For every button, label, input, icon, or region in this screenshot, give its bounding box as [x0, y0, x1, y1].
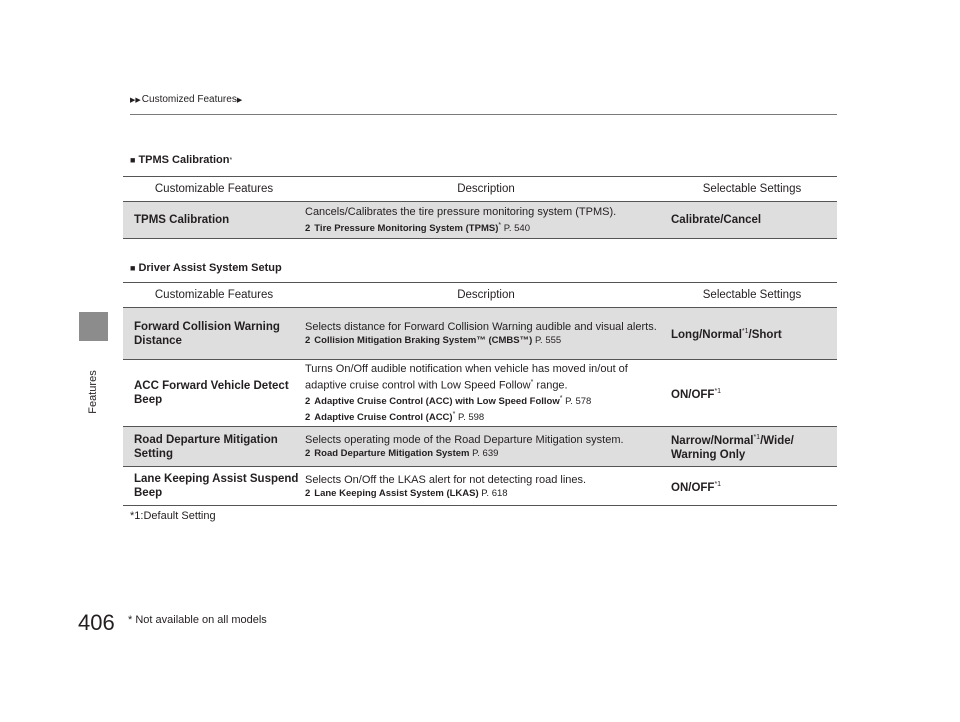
- page-reference[interactable]: 2 Tire Pressure Monitoring System (TPMS)* P. 540: [305, 221, 530, 235]
- square-bullet-icon: ■: [130, 263, 136, 273]
- header-divider: [130, 114, 837, 115]
- arrow-reference-icon: 2: [305, 335, 311, 346]
- arrow-reference-icon: 2: [305, 487, 311, 499]
- page-reference[interactable]: 2 Collision Mitigation Braking System™ (CMBS™) P. 555: [305, 335, 562, 346]
- arrow-reference-icon: 2: [305, 412, 311, 424]
- arrow-reference-icon: 2: [305, 448, 311, 459]
- tpms-table: [123, 176, 837, 239]
- triangle-right-icon: ▶: [236, 96, 243, 104]
- page-number: 406: [78, 610, 115, 635]
- page-reference[interactable]: 2 Road Departure Mitigation System P. 639: [305, 448, 499, 459]
- driver-assist-section-title: ■ Driver Assist System Setup: [130, 262, 282, 274]
- availability-note: * Not available on all models: [128, 614, 267, 626]
- table-header: Customizable Features Description Selectable Settings: [123, 176, 837, 202]
- tpms-section-title: ■ TPMS Calibration *: [130, 154, 233, 166]
- table-row: Lane Keeping Assist Suspend Beep Selects On/Off the LKAS alert for not detecting road lines. 2 Lane Keeping Assist System (LKAS) P. 618 ON/OFF$^{*1}$: [123, 467, 837, 506]
- table-row: ACC Forward Vehicle Detect Beep Turns On/Off audible notification when vehicle has moved in/out of adaptive cruise control with Low Speed Follow* range. 2 Adaptive Cruise Control (ACC) with Low Speed Follow* P. 578 2 Adaptive Cruise Control (ACC)* P. 598 ON/OFF$^{*1}$: [123, 360, 837, 427]
- arrow-reference-icon: 2: [305, 223, 311, 235]
- default-setting-footnote: *1:Default Setting: [130, 510, 216, 522]
- table-row: Forward Collision Warning Distance Selects distance for Forward Collision Warning audible and visual alerts. 2 Collision Mitigation Braking System™ (CMBS™) P. 555 Long/Normal$^{*1}$/Short: [123, 308, 837, 360]
- square-bullet-icon: ■: [130, 155, 136, 165]
- table-row: TPMS Calibration Cancels/Calibrates the tire pressure monitoring system (TPMS). 2 Tire Pressure Monitoring System (TPMS)* P. 540 Calibrate/Cancel: [123, 202, 837, 239]
- chapter-tab: [79, 312, 108, 341]
- page-reference[interactable]: 2 Lane Keeping Assist System (LKAS) P. 618: [305, 487, 508, 499]
- page-reference[interactable]: 2 Adaptive Cruise Control (ACC)* P. 598: [305, 411, 485, 424]
- table-row: Road Departure Mitigation Setting Selects operating mode of the Road Departure Mitigation system. 2 Road Departure Mitigation System P. 639 Narrow/Normal$^{*1}$/Wide/ Warning Only: [123, 427, 837, 467]
- page-reference[interactable]: 2 Adaptive Cruise Control (ACC) with Low Speed Follow* P. 578: [305, 395, 592, 408]
- chapter-label: Features: [87, 370, 99, 414]
- triangle-right-icon: ▶▶: [130, 96, 141, 104]
- arrow-reference-icon: 2: [305, 396, 311, 408]
- table-header: Customizable Features Description Selectable Settings: [123, 282, 837, 308]
- breadcrumb[interactable]: [130, 94, 243, 105]
- driver-assist-table: [123, 282, 837, 506]
- breadcrumb-label: Customized Features: [141, 94, 237, 105]
